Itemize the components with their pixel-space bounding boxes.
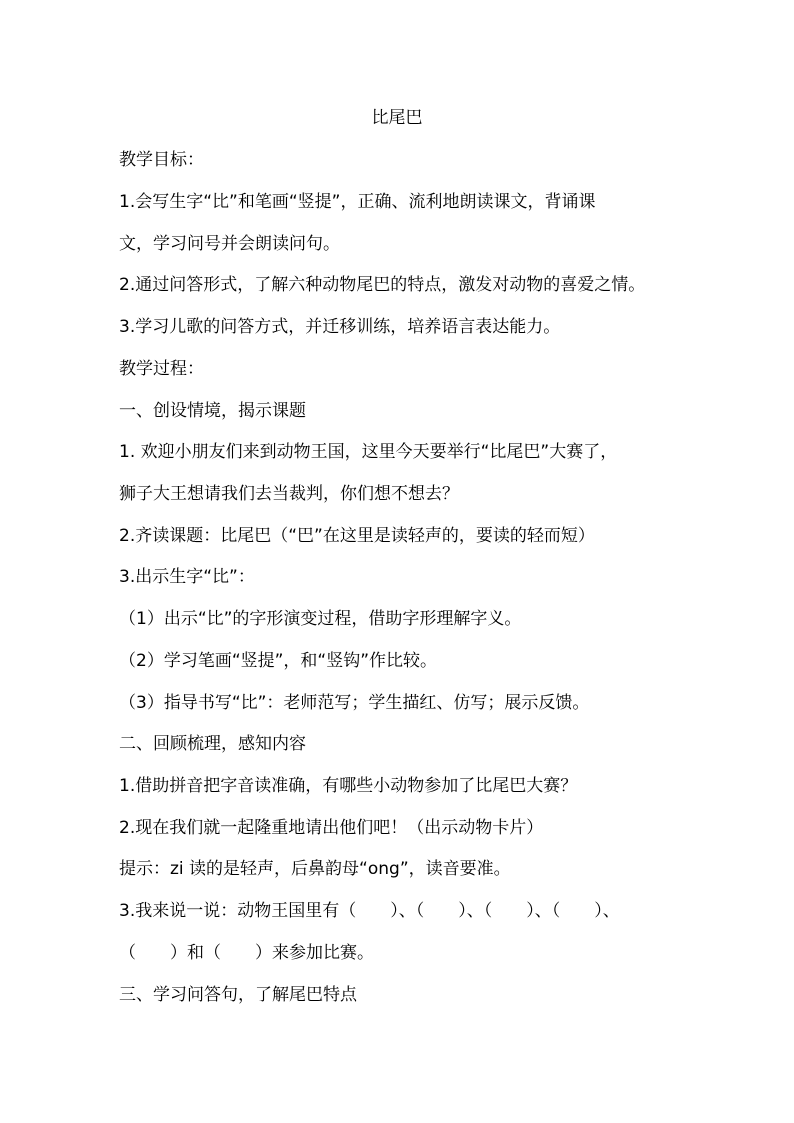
section-heading-process: 教学过程： xyxy=(119,359,204,379)
paragraph-line: 提示：zi 读的是轻声，后鼻韵母“ong”，读音要准。 xyxy=(119,859,511,879)
paragraph-line: 2.现在我们就一起隆重地请出他们吧！（出示动物卡片） xyxy=(119,818,544,838)
document-title: 比尾巴 xyxy=(371,108,423,128)
paragraph-line: 2.齐读课题：比尾巴（“巴”在这里是读轻声的，要读的轻而短） xyxy=(119,526,595,546)
paragraph-line: 狮子大王想请我们去当裁判，你们想不想去？ xyxy=(119,484,459,504)
paragraph-line: 2.通过问答形式，了解六种动物尾巴的特点，激发对动物的喜爱之情。 xyxy=(119,275,646,295)
paragraph-line: 3.学习儿歌的问答方式，并迁移训练，培养语言表达能力。 xyxy=(119,317,561,337)
paragraph-line: 3.出示生字“比”： xyxy=(119,567,255,587)
paragraph-line: （1）出示“比”的字形演变过程，借助字形理解字义。 xyxy=(119,609,522,629)
paragraph-line: （ ）和（ ）来参加比赛。 xyxy=(119,943,374,963)
section-heading-objectives: 教学目标： xyxy=(119,150,204,170)
paragraph-line: （2）学习笔画“竖提”，和“竖钩”作比较。 xyxy=(119,651,438,671)
paragraph-line: 文，学习问号并会朗读问句。 xyxy=(119,234,340,254)
paragraph-line: 3.我来说一说：动物王国里有（ ）、（ ）、（ ）、（ ）、 xyxy=(119,901,620,921)
section-heading-part-three: 三、学习问答句，了解尾巴特点 xyxy=(119,985,357,1005)
section-heading-part-two: 二、回顾梳理，感知内容 xyxy=(119,734,306,754)
paragraph-line: 1.借助拼音把字音读准确，有哪些小动物参加了比尾巴大赛？ xyxy=(119,776,578,796)
paragraph-line: 1. 欢迎小朋友们来到动物王国，这里今天要举行“比尾巴”大赛了， xyxy=(119,442,618,462)
paragraph-line: 1.会写生字“比”和笔画“竖提”，正确、流利地朗读课文，背诵课 xyxy=(119,192,596,212)
paragraph-line: （3）指导书写“比”：老师范写；学生描红、仿写；展示反馈。 xyxy=(119,693,590,713)
section-heading-part-one: 一、创设情境，揭示课题 xyxy=(119,401,306,421)
